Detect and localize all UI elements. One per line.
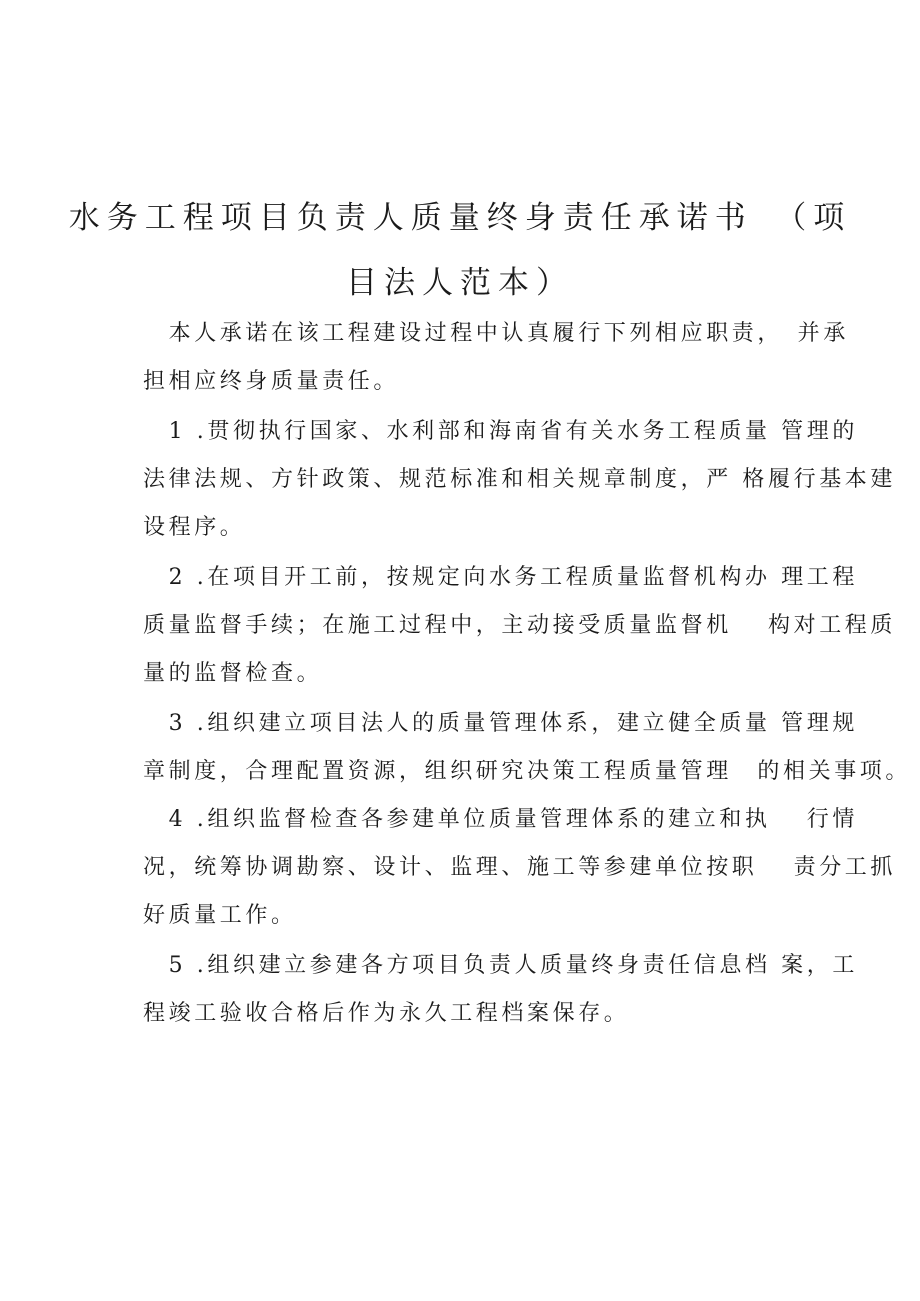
intro-line-2: 担相应终身质量责任。: [143, 369, 400, 394]
item-1-line-1: 1 .贯彻执行国家、水利部和海南省有关水务工程质量 管理的: [143, 419, 858, 444]
item-5-line-2: 程竣工验收合格后作为永久工程档案保存。: [143, 1001, 630, 1026]
item-1-line-2: 法律法规、方针政策、规范标准和相关规章制度，严 格履行基本建: [143, 467, 896, 492]
item-4-line-2: 况，统筹协调勘察、设计、监理、施工等参建单位按职 责分工抓: [143, 855, 896, 880]
item-5-line-1: 5 .组织建立参建各方项目负责人质量终身责任信息档 案，工: [143, 953, 858, 978]
item-4-line-3: 好质量工作。: [143, 903, 297, 928]
item-3-line-2: 章制度，合理配置资源，组织研究决策工程质量管理 的相关事项。: [143, 759, 912, 784]
item-1-line-3: 设程序。: [143, 515, 246, 540]
document-title-line-2: 目法人范本）: [346, 265, 574, 301]
item-2-line-2: 质量监督手续；在施工过程中，主动接受质量监督机 构对工程质: [143, 613, 896, 638]
intro-line-1: 本人承诺在该工程建设过程中认真履行下列相应职责， 并承: [143, 321, 849, 346]
item-3-line-1: 3 .组织建立项目法人的质量管理体系，建立健全质量 管理规: [143, 711, 858, 736]
item-2-line-1: 2 .在项目开工前，按规定向水务工程质量监督机构办 理工程: [143, 565, 858, 590]
item-2-line-3: 量的监督检查。: [143, 661, 323, 686]
document-title-line-1: 水务工程项目负责人质量终身责任承诺书 （项: [68, 200, 852, 236]
item-4-line-1: 4 .组织监督检查各参建单位质量管理体系的建立和执 行情: [143, 807, 858, 832]
